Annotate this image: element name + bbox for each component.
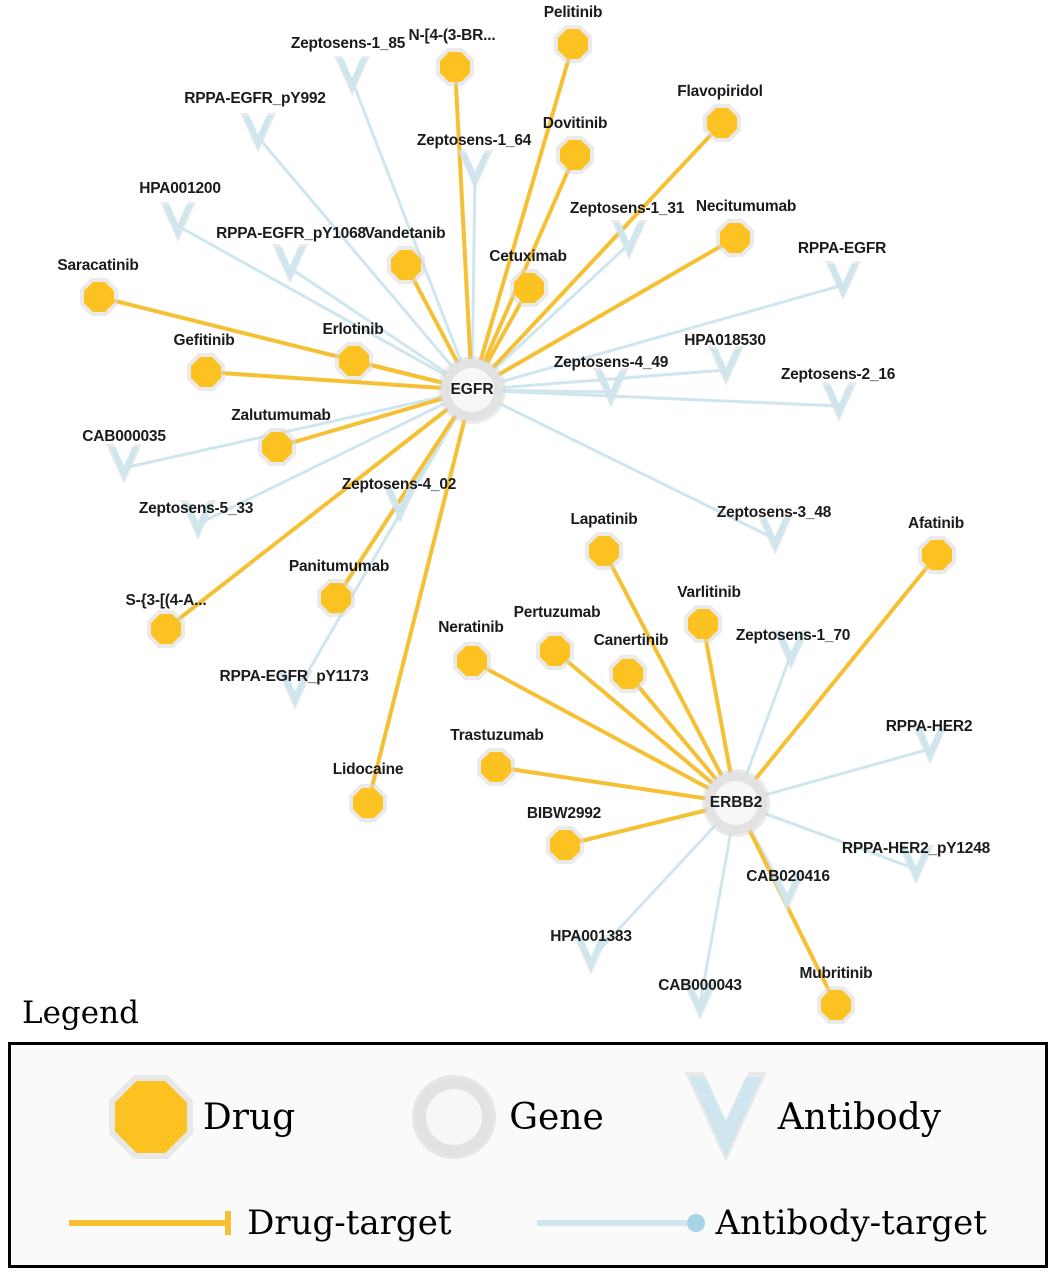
antibody-node-label: Zeptosens-1_70 (735, 627, 851, 644)
drug-octagon-icon (720, 223, 750, 253)
drug-octagon-icon (191, 357, 221, 387)
drug-node-label: Gefitinib (173, 332, 235, 349)
gene-node-label: ERBB2 (709, 794, 763, 811)
drug-node[interactable] (262, 432, 292, 462)
drug-node-label: Lapatinib (570, 511, 638, 528)
drug-node-label: Varlitinib (677, 584, 741, 601)
antibody-chevron-icon (690, 1077, 762, 1157)
antibody-node[interactable] (828, 264, 858, 298)
drug-octagon-icon (540, 636, 570, 666)
drug-node-label: Panitumumab (288, 558, 390, 575)
antibody-node[interactable] (163, 205, 193, 239)
antibody-chevron-icon (275, 247, 305, 281)
antibody-node[interactable] (824, 385, 854, 419)
legend-drug-item (115, 1081, 295, 1153)
drug-node-label: S-{3-[(4-A... (125, 592, 207, 609)
antibody-node-label: Zeptosens-1_64 (416, 132, 532, 149)
legend-antibody-target-item (537, 1203, 986, 1243)
legend-box (8, 1042, 1048, 1268)
antibody-node-label: Zeptosens-3_48 (716, 504, 832, 521)
legend-antibody-target-label: Antibody-target (715, 1203, 987, 1243)
antibody-node-label: Zeptosens-2_16 (780, 366, 896, 383)
antibody-node[interactable] (275, 247, 305, 281)
drug-octagon-icon (558, 29, 588, 59)
antibody-node-label: HPA001200 (139, 180, 221, 197)
drug-node-label: BIBW2992 (526, 805, 602, 822)
drug-octagon-icon (353, 788, 383, 818)
antibody-node-label: CAB000035 (82, 428, 166, 445)
antibody-node-label: RPPA-HER2_pY1248 (841, 840, 991, 857)
antibody-node-label: RPPA-EGFR_pY1173 (219, 668, 369, 685)
drug-node[interactable] (481, 752, 511, 782)
legend-shapes-row (11, 1067, 1045, 1167)
drug-node-label: Necitumumab (695, 198, 797, 215)
drug-octagon-icon (440, 52, 470, 82)
drug-octagon-icon (922, 540, 952, 570)
drug-node-label: Pelitinib (543, 4, 603, 21)
legend-gene-item (415, 1078, 604, 1156)
antibody-chevron-icon (828, 264, 858, 298)
drug-node-label: Lidocaine (332, 761, 404, 778)
drug-octagon-icon (560, 140, 590, 170)
antibody-node-label: CAB000043 (658, 977, 742, 994)
legend-title: Legend (22, 995, 139, 1031)
drug-node-label: Saracatinib (57, 257, 139, 274)
drug-octagon-icon (481, 752, 511, 782)
antibody-node-label: RPPA-EGFR_pY1068 (216, 225, 366, 242)
gene-donut-icon (415, 1078, 493, 1156)
antibody-target-edge (472, 174, 475, 390)
drug-node[interactable] (391, 250, 421, 280)
antibody-chevron-icon (596, 371, 626, 405)
antibody-node-label: Zeptosens-4_49 (553, 354, 669, 371)
antibody-chevron-icon (760, 518, 790, 552)
legend-gene-label: Gene (509, 1096, 604, 1138)
drug-node[interactable] (540, 636, 570, 666)
drug-octagon-icon (550, 830, 580, 860)
antibody-chevron-icon (824, 385, 854, 419)
antibody-chevron-icon (337, 59, 367, 93)
drug-node-label: Mubritinib (799, 965, 873, 982)
antibody-node-label: RPPA-EGFR_pY992 (184, 90, 326, 107)
legend-antibody-label: Antibody (777, 1096, 942, 1138)
legend-drug-label: Drug (202, 1096, 296, 1138)
drug-node[interactable] (558, 29, 588, 59)
antibody-node[interactable] (711, 349, 741, 383)
drug-node-label: Zalutumumab (231, 407, 331, 424)
antibody-node-label: RPPA-HER2 (885, 718, 973, 735)
antibody-node-label: Zeptosens-1_31 (569, 200, 685, 217)
drug-node[interactable] (720, 223, 750, 253)
drug-node[interactable] (688, 609, 718, 639)
drug-octagon-icon (613, 659, 643, 689)
drug-node[interactable] (457, 646, 487, 676)
antibody-node-label: Zeptosens-5_33 (138, 500, 254, 517)
drug-node-label: Afatinib (907, 515, 965, 532)
drug-octagon-icon (84, 282, 114, 312)
drug-node[interactable] (339, 346, 369, 376)
drug-target-edge (736, 555, 937, 803)
drug-octagon-icon (457, 646, 487, 676)
antibody-node-label: CAB020416 (746, 868, 830, 885)
drug-octagon-icon (707, 108, 737, 138)
drug-node-label: Vandetanib (364, 225, 446, 242)
drug-node[interactable] (560, 140, 590, 170)
antibody-node[interactable] (760, 518, 790, 552)
antibody-chevron-icon (711, 349, 741, 383)
legend-antibody-item (690, 1077, 941, 1157)
antibody-chevron-icon (109, 447, 139, 481)
drug-octagon-icon (115, 1081, 187, 1153)
antibody-chevron-icon (614, 223, 644, 257)
drug-node[interactable] (707, 108, 737, 138)
drug-node-label: Erlotinib (322, 321, 384, 338)
antibody-chevron-icon (163, 205, 193, 239)
drug-node[interactable] (589, 536, 619, 566)
drug-octagon-icon (321, 583, 351, 613)
antibody-chevron-icon (460, 153, 490, 187)
drug-octagon-icon (589, 536, 619, 566)
gene-node-label: EGFR (450, 381, 494, 398)
drug-octagon-icon (151, 614, 181, 644)
drug-octagon-icon (262, 432, 292, 462)
drug-node-label: Cetuximab (489, 248, 567, 265)
antibody-chevron-icon (243, 116, 273, 150)
drug-octagon-icon (514, 273, 544, 303)
antibody-node[interactable] (109, 447, 139, 481)
drug-node-label: N-[4-(3-BR... (408, 27, 496, 44)
drug-node[interactable] (440, 52, 470, 82)
antibody-target-edge-icon (537, 1220, 697, 1226)
drug-node[interactable] (321, 583, 351, 613)
legend-drug-target-item (69, 1203, 451, 1243)
drug-node[interactable] (191, 357, 221, 387)
antibody-node-label: HPA018530 (684, 332, 766, 349)
drug-node[interactable] (514, 273, 544, 303)
antibody-node[interactable] (596, 371, 626, 405)
antibody-node-label: Zeptosens-1_85 (290, 35, 406, 52)
legend-drug-target-label: Drug-target (247, 1203, 452, 1243)
antibody-node[interactable] (614, 223, 644, 257)
antibody-node-label: Zeptosens-4_02 (341, 476, 457, 493)
drug-node[interactable] (922, 540, 952, 570)
drug-target-edge-icon (69, 1220, 229, 1226)
drug-node[interactable] (613, 659, 643, 689)
drug-octagon-icon (821, 990, 851, 1020)
drug-octagon-icon (688, 609, 718, 639)
drug-node-label: Neratinib (438, 619, 504, 636)
drug-octagon-icon (339, 346, 369, 376)
antibody-node[interactable] (460, 153, 490, 187)
antibody-node[interactable] (337, 59, 367, 93)
drug-node-label: Flavopiridol (677, 83, 763, 100)
antibody-target-edge (472, 390, 839, 406)
antibody-node-label: RPPA-EGFR (797, 240, 887, 257)
legend-edges-row (11, 1193, 1045, 1253)
drug-node-label: Dovitinib (542, 115, 608, 132)
antibody-node[interactable] (243, 116, 273, 150)
drug-node[interactable] (84, 282, 114, 312)
drug-node-label: Trastuzumab (450, 727, 544, 744)
drug-node-label: Canertinib (593, 632, 669, 649)
drug-octagon-icon (391, 250, 421, 280)
drug-target-edge (455, 67, 472, 390)
drug-node-label: Pertuzumab (513, 604, 601, 621)
drug-node[interactable] (821, 990, 851, 1020)
drug-node[interactable] (353, 788, 383, 818)
antibody-node-label: HPA001383 (550, 928, 632, 945)
drug-node[interactable] (151, 614, 181, 644)
drug-node[interactable] (550, 830, 580, 860)
